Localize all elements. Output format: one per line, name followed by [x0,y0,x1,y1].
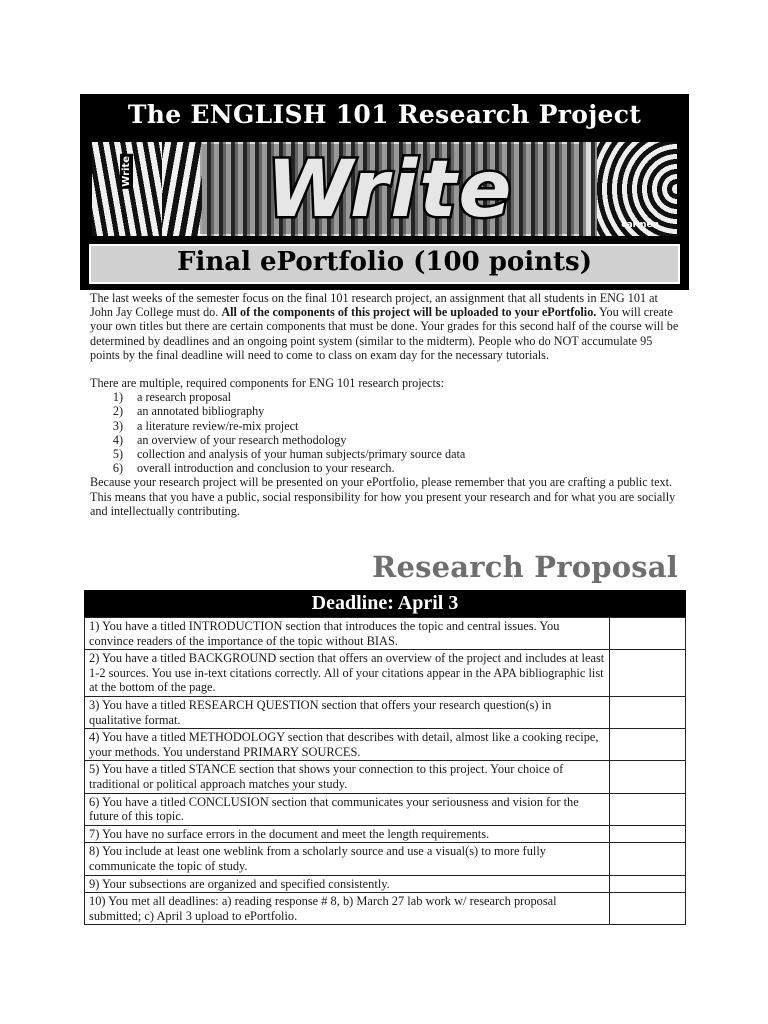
score-cell [609,793,685,825]
components-list [90,390,682,475]
write-graffiti-logo [200,144,580,234]
table-row [85,893,686,925]
criterion-cell: 7) You have no surface errors in the document and meet the length requirements. [85,825,610,843]
table-row [85,875,686,893]
list-item: 6. overall introduction and conclusion to your research. [123,461,682,475]
table-row [85,793,686,825]
page-title: The ENGLISH 101 Research Project [127,100,642,129]
criterion-cell: 1) You have a titled INTRODUCTION section that introduces the topic and central issues. You convince readers of the importance of the topic without BIAS. [85,618,610,650]
score-cell [609,761,685,793]
criterion-cell: 10) You met all deadlines: a) reading response # 8, b) March 27 lab work w/ research proposal submitted; c) April 3 upload to ePortfolio. [85,893,610,925]
criterion-cell: 9) Your subsections are organized and specified consistently. [85,875,610,893]
closing-paragraph: Because your research project will be presented on your ePortfolio, please remember that you are crafting a public text. This means that you have a public, social responsibility for how you present your research and for what you are socially and intellectually contributing. [90,475,676,518]
criterion-cell: 5) You have a titled STANCE section that shows your connection to this project. Your choice of traditional or political approach matches your study. [85,761,610,793]
list-item: 2. an annotated bibliography [123,404,682,418]
intro-section [90,291,682,518]
criterion-cell: 6) You have a titled CONCLUSION section that communicates your seriousness and vision for the future of this topic. [85,793,610,825]
score-cell [609,893,685,925]
score-cell [609,650,685,697]
criterion-cell: 4) You have a titled METHODOLOGY section that describes with detail, almost like a cooking recipe, your methods. You understand PRIMARY SOURCES. [85,729,610,761]
table-row [85,729,686,761]
table-row [85,761,686,793]
score-cell [609,729,685,761]
side-write-tag: Write [121,156,132,187]
score-cell [609,843,685,875]
score-cell [609,618,685,650]
list-item: 1. a research proposal [123,390,682,404]
score-cell [609,696,685,728]
table-row [85,825,686,843]
page-subtitle: Final ePortfolio (100 points) [176,247,592,277]
criterion-cell: 8) You include at least one weblink from a scholarly source and use a visual(s) to more fully communicate the topic of study. [85,843,610,875]
intro-bold-statement: All of the components of this project will be uploaded to your ePortfolio. [221,305,597,320]
table-row [85,843,686,875]
score-cell [609,825,685,843]
artist-signature: carmen [621,220,659,230]
list-item: 5. collection and analysis of your human subjects/primary source data [123,447,682,461]
svg-text:Write: Write [266,145,514,234]
list-item: 3. a literature review/re-mix project [123,419,682,433]
rubric-table [84,617,686,925]
criterion-cell: 2) You have a titled BACKGROUND section that offers an overview of the project and includes at least 1-2 sources. You use in-text citations correctly. All of your citations appear in the APA bibliographic list at the bottom of the page. [85,650,610,697]
deadline-bar: Deadline: April 3 [84,590,686,617]
list-item: 4. an overview of your research methodology [123,433,682,447]
header-banner [80,94,689,290]
score-cell [609,875,685,893]
table-row [85,618,686,650]
intro-paragraph: The last weeks of the semester focus on the final 101 research project, an assignment that all students in ENG 101 at John Jay College must do. All of the components of this project will be uploaded to your ePortfolio. You will create your own titles but there are certain components that must be done. Your grades for this second half of the course will be determined by deadlines and an ongoing point system (similar to the midterm). People who do NOT accumulate 95 points by the final deadline will need to come to class on exam day for the necessary tutorials. [90,291,679,362]
table-row [85,650,686,697]
subtitle-bar [89,244,680,284]
table-row [85,696,686,728]
section-heading: Research Proposal [372,550,678,584]
components-lead: There are multiple, required components for ENG 101 research projects: [90,376,444,391]
criterion-cell: 3) You have a titled RESEARCH QUESTION section that offers your research question(s) in qualitative format. [85,696,610,728]
